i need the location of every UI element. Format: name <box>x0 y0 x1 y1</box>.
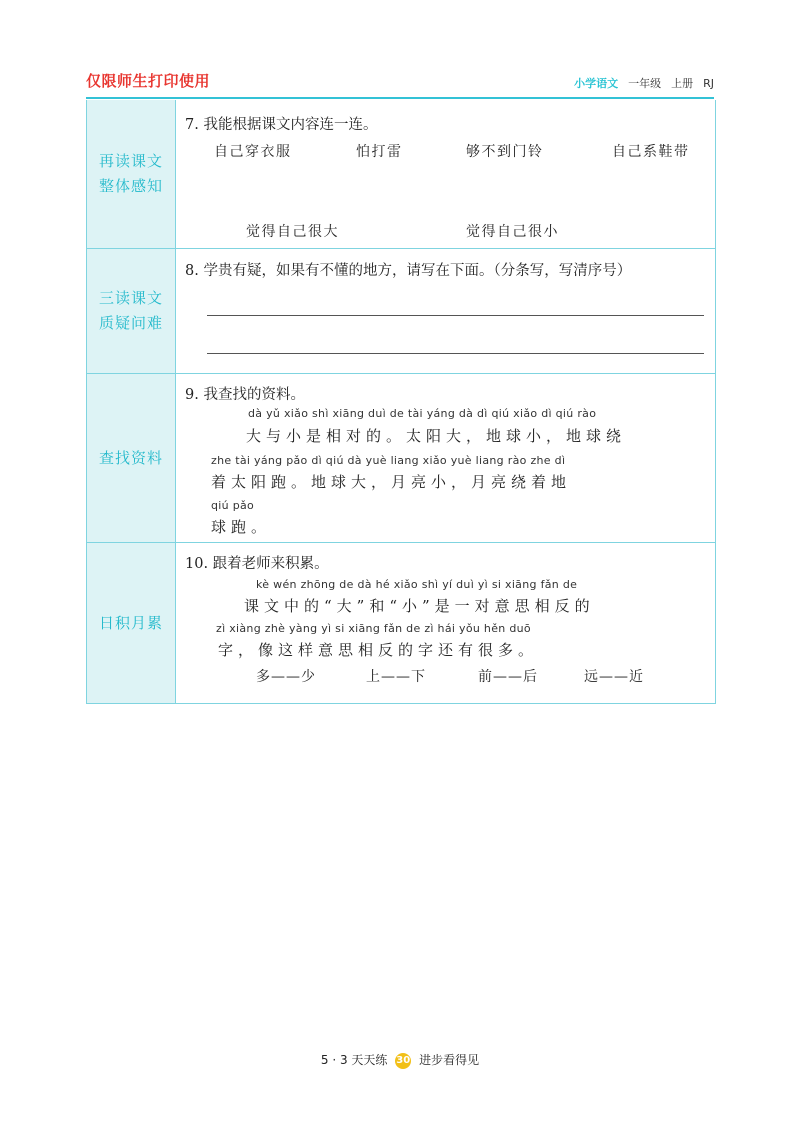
hanzi-line: 字，像这样意思相反的字还有很多。 <box>218 641 539 659</box>
hanzi-line: 着太阳跑。地球大，月亮小，月亮绕着地 <box>211 473 572 491</box>
page-footer <box>0 1051 800 1069</box>
exercise-row-9 <box>87 373 715 542</box>
book-info <box>574 75 714 91</box>
match-item-top[interactable]: 自己系鞋带 <box>612 144 690 160</box>
section-label-line2: 质疑问难 <box>98 314 163 332</box>
header-divider <box>86 97 714 99</box>
section-label <box>87 374 176 542</box>
pinyin-line: zhe tài yáng pǎo dì qiú dà yuè liang xiǎo yuè liang rào zhe dì <box>211 454 566 467</box>
match-item-top[interactable]: 怕打雷 <box>356 144 403 160</box>
match-item-top[interactable]: 够不到门铃 <box>466 144 544 160</box>
grade-label: 一年级 <box>628 77 662 90</box>
hanzi-line: 大与小是相对的。太阳大，地球小，地球绕 <box>246 427 627 445</box>
edition-label: RJ <box>703 77 714 90</box>
series-name: 5 · 3 天天练 <box>320 1053 388 1067</box>
answer-line[interactable] <box>207 315 704 316</box>
pinyin-line: qiú pǎo <box>211 499 255 512</box>
antonym-pair: 前——后 <box>478 669 538 685</box>
exercise-content <box>176 249 715 373</box>
exercise-table <box>86 100 716 704</box>
pinyin-line: zì xiàng zhè yàng yì si xiāng fǎn de zì hái yǒu hěn duō <box>216 622 531 635</box>
question-10: 10. 跟着老师来积累。 <box>185 556 329 572</box>
question-9: 9. 我查找的资料。 <box>185 387 305 403</box>
print-notice: 仅限师生打印使用 <box>86 72 211 90</box>
section-label-line1: 再读课文 <box>98 152 163 170</box>
exercise-content <box>176 100 715 248</box>
antonym-pair: 多——少 <box>256 669 316 685</box>
match-item-top[interactable]: 自己穿衣服 <box>214 144 292 160</box>
hanzi-line: 球跑。 <box>211 518 272 536</box>
subject-label: 小学语文 <box>574 77 619 90</box>
slogan: 进步看得见 <box>419 1053 480 1067</box>
antonym-pair: 上——下 <box>366 669 426 685</box>
section-label-line1: 三读课文 <box>98 289 163 307</box>
match-item-bottom[interactable]: 觉得自己很大 <box>246 224 339 240</box>
exercise-row-8 <box>87 248 715 373</box>
section-label <box>87 100 176 248</box>
page-number-badge: 30 <box>395 1053 411 1069</box>
section-label <box>87 543 176 703</box>
hanzi-line: 课文中的“大”和“小”是一对意思相反的 <box>244 597 595 615</box>
section-label-line2: 整体感知 <box>98 177 163 195</box>
exercise-content <box>176 543 715 703</box>
exercise-row-10 <box>87 542 715 703</box>
antonym-pair: 远——近 <box>584 669 644 685</box>
section-label-line1: 日积月累 <box>98 613 163 632</box>
pinyin-line: dà yǔ xiǎo shì xiāng duì de tài yáng dà dì qiú xiǎo dì qiú rào <box>248 407 597 420</box>
volume-label: 上册 <box>671 77 694 90</box>
section-label <box>87 249 176 373</box>
question-7: 7. 我能根据课文内容连一连。 <box>185 117 378 133</box>
section-label-line1: 查找资料 <box>98 448 163 467</box>
answer-line[interactable] <box>207 353 704 354</box>
exercise-row-7 <box>87 100 715 248</box>
question-8: 8. 学贵有疑，如果有不懂的地方，请写在下面。（分条写，写清序号） <box>185 263 632 279</box>
match-item-bottom[interactable]: 觉得自己很小 <box>466 224 559 240</box>
exercise-content <box>176 374 715 542</box>
pinyin-line: kè wén zhōng de dà hé xiǎo shì yí duì yì si xiāng fǎn de <box>256 578 578 591</box>
